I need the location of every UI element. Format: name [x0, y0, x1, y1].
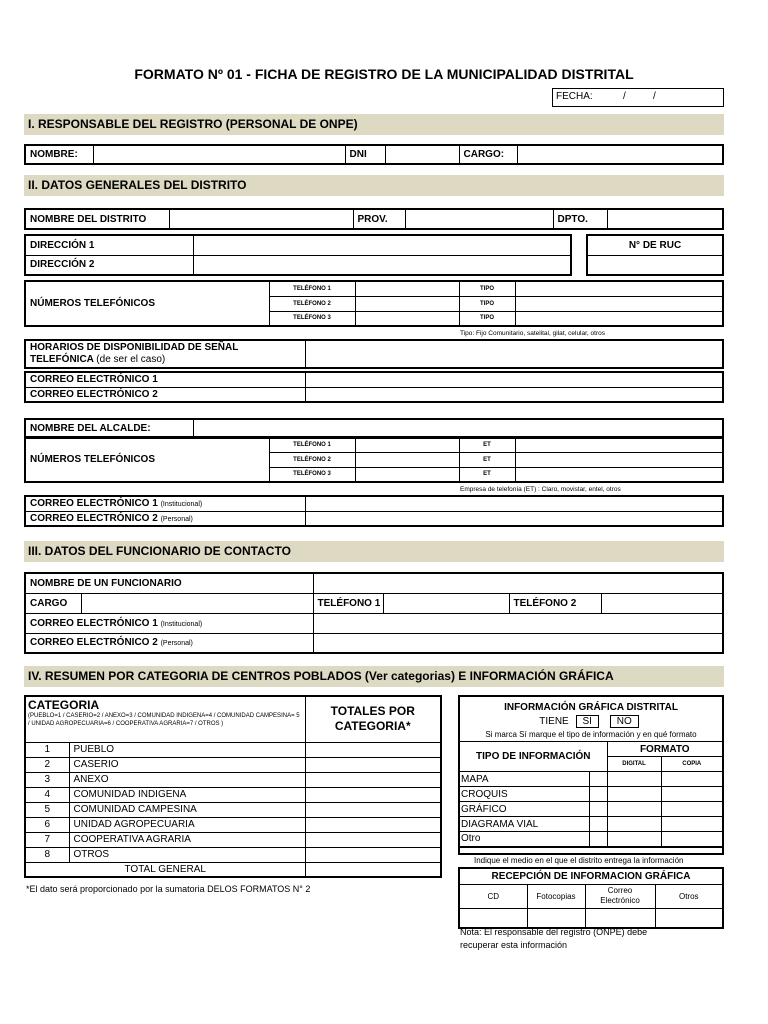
institucional-note: (Institucional) [160, 620, 203, 628]
telefono-3-input[interactable] [355, 311, 459, 326]
et-label: ET [459, 437, 515, 452]
funcionario-tel-1-input[interactable] [383, 593, 509, 613]
ruc-table [586, 234, 724, 276]
dni-input[interactable] [385, 145, 459, 164]
section-3-heading: III. DATOS DEL FUNCIONARIO DE CONTACTO [24, 541, 724, 562]
nombre-input[interactable] [93, 145, 345, 164]
correo-1-text: CORREO ELECTRÓNICO 1 [30, 498, 158, 510]
horarios-input[interactable] [305, 340, 723, 368]
ruc-input[interactable] [587, 255, 723, 275]
categoria-label: CATEGORIA [28, 698, 100, 712]
tipo-note: Tipo: Fijo Comunitario, satelital, gilat, celular, otros [460, 330, 605, 337]
digital-input[interactable] [607, 787, 661, 802]
categoria-table [24, 695, 442, 878]
institucional-note: (Institucional) [160, 501, 203, 509]
info-grafica-title: INFORMACIÓN GRÁFICA DISTRITAL [504, 702, 678, 713]
copia-input[interactable] [661, 787, 723, 802]
direccion-1-label: DIRECCIÓN 1 [25, 235, 193, 255]
telefono-2-input[interactable] [355, 296, 459, 311]
tipo-info-check[interactable] [589, 802, 607, 817]
table-row [459, 832, 723, 847]
prov-label: PROV. [353, 209, 405, 229]
totales-line1: TOTALES POR [330, 704, 415, 719]
telefonos-distrito-table [24, 280, 724, 327]
funcionario-table [24, 572, 724, 654]
funcionario-tel-1-label: TELÉFONO 1 [313, 593, 383, 613]
categoria-name: ANEXO [69, 772, 305, 787]
digital-input[interactable] [607, 772, 661, 787]
tipo-label: TIPO [459, 296, 515, 311]
telefono-3-label: TELÉFONO 3 [269, 311, 355, 326]
et-note: Empresa de telefonía (ET) : Claro, movistar, entel, otros [460, 486, 621, 493]
correo-label-line2: Electrónico [600, 896, 640, 905]
tipo-info-check[interactable] [589, 772, 607, 787]
correo-label-line1: Correo [607, 886, 633, 895]
categoria-number: 6 [25, 817, 69, 832]
alcalde-correo-2-label [25, 511, 305, 526]
telefono-1-input[interactable] [355, 281, 459, 296]
correo-2-label: CORREO ELECTRÓNICO 2 [25, 387, 305, 402]
categoria-footnote: *El dato será proporcionado por la sumatoria DELOS FORMATOS N° 2 [26, 884, 311, 894]
funcionario-correo-1-input[interactable] [313, 613, 723, 633]
direccion-2-label: DIRECCIÓN 2 [25, 255, 193, 275]
correo-2-text: CORREO ELECTRÓNICO 2 [30, 512, 158, 524]
tipo-info-name: Otro [459, 832, 589, 847]
categoria-description: (PUEBLO=1 / CASERIO=2 / ANEXO=3 / COMUNIDAD INDIGENA=4 / COMUNIDAD CAMPESINA= 5 / UNIDAD AGROPECUARIA=6 / COOPERATIVA AGRARIA=7 / OTROS ) [28, 713, 300, 727]
nota-line1: Nota: El responsable del registro (ONPE) debe [460, 927, 648, 937]
tiene-row [460, 715, 722, 728]
funcionario-cargo-label: CARGO [25, 593, 81, 613]
cd-input[interactable] [459, 908, 527, 928]
cargo-input[interactable] [517, 145, 723, 164]
si-marca-note: Si marca Sí marque el tipo de información y en qué formato [485, 730, 697, 739]
recepcion-table [458, 867, 724, 929]
digital-input[interactable] [607, 817, 661, 832]
categoria-name: COMUNIDAD CAMPESINA [69, 802, 305, 817]
totales-header [305, 696, 441, 742]
categoria-total-input[interactable] [305, 757, 441, 772]
numeros-telefonicos-alcalde-label: NÚMEROS TELEFÓNICOS [25, 437, 269, 482]
table-row [25, 772, 441, 787]
alcalde-telefono-2-input[interactable] [355, 452, 459, 467]
table-row [25, 742, 441, 757]
copia-input[interactable] [661, 832, 723, 847]
categoria-total-input[interactable] [305, 742, 441, 757]
telefono-2-label: TELÉFONO 2 [269, 296, 355, 311]
funcionario-nombre-input[interactable] [313, 573, 723, 593]
tipo-info-table [458, 741, 724, 848]
dni-label: DNI [345, 145, 385, 164]
otros-label: Otros [655, 884, 723, 908]
fotocopias-input[interactable] [527, 908, 585, 928]
page-title: FORMATO Nº 01 - FICHA DE REGISTRO DE LA MUNICIPALIDAD DISTRITAL [134, 66, 634, 82]
categoria-number: 4 [25, 787, 69, 802]
fecha-field[interactable] [552, 88, 724, 107]
telefono-1-label: TELÉFONO 1 [269, 281, 355, 296]
categoria-number: 3 [25, 772, 69, 787]
no-checkbox[interactable]: NO [610, 715, 639, 728]
ruc-label: N° DE RUC [587, 235, 723, 255]
categoria-name: OTROS [69, 847, 305, 862]
categoria-total-input[interactable] [305, 832, 441, 847]
alcalde-correo-1-input[interactable] [305, 496, 723, 511]
table-row [459, 787, 723, 802]
totales-line2: CATEGORIA* [334, 719, 411, 734]
tiene-label: TIENE [539, 716, 569, 727]
alcalde-telefono-1-input[interactable] [355, 437, 459, 452]
copia-header: COPIA [661, 757, 723, 772]
alcalde-et-3-input[interactable] [515, 467, 723, 482]
tipo-2-input[interactable] [515, 296, 723, 311]
formato-header: FORMATO [607, 742, 723, 757]
alcalde-et-2-input[interactable] [515, 452, 723, 467]
funcionario-correo-2-label [25, 633, 313, 653]
telefono-3-label: TELÉFONO 3 [269, 467, 355, 482]
categoria-total-input[interactable] [305, 787, 441, 802]
otros-input[interactable] [655, 908, 723, 928]
funcionario-cargo-input[interactable] [81, 593, 313, 613]
digital-input[interactable] [607, 832, 661, 847]
fecha-sep: / [623, 91, 626, 102]
table-row [459, 817, 723, 832]
digital-input[interactable] [607, 802, 661, 817]
tipo-info-name: MAPA [459, 772, 589, 787]
nota [460, 926, 647, 952]
nombre-distrito-input[interactable] [169, 209, 353, 229]
alcalde-correo-2-input[interactable] [305, 511, 723, 526]
categoria-total-input[interactable] [305, 847, 441, 862]
total-general-label: TOTAL GENERAL [25, 862, 305, 877]
copia-input[interactable] [661, 817, 723, 832]
correo-2-input[interactable] [305, 387, 723, 402]
categoria-total-input[interactable] [305, 802, 441, 817]
categoria-total-input[interactable] [305, 772, 441, 787]
section-4-heading: IV. RESUMEN POR CATEGORIA DE CENTROS POBLADOS (Ver categorias) E INFORMACIÓN GRÁFICA [24, 666, 724, 687]
funcionario-tel-2-input[interactable] [601, 593, 723, 613]
section-2-heading: II. DATOS GENERALES DEL DISTRITO [24, 175, 724, 196]
si-checkbox[interactable]: SI [576, 715, 599, 728]
funcionario-tel-2-label: TELÉFONO 2 [509, 593, 601, 613]
tipo-1-input[interactable] [515, 281, 723, 296]
tipo-info-name: CROQUIS [459, 787, 589, 802]
categoria-number: 7 [25, 832, 69, 847]
correo-2-text: CORREO ELECTRÓNICO 2 [30, 637, 158, 649]
dpto-input[interactable] [607, 209, 723, 229]
horarios-label-note: (de ser el caso) [96, 354, 166, 365]
personal-note: (Personal) [160, 640, 193, 648]
prov-input[interactable] [405, 209, 553, 229]
horarios-table [24, 339, 724, 369]
table-row [25, 817, 441, 832]
nombre-distrito-label: NOMBRE DEL DISTRITO [25, 209, 169, 229]
numeros-telefonicos-label: NÚMEROS TELEFÓNICOS [25, 281, 269, 326]
categoria-number: 5 [25, 802, 69, 817]
fecha-sep: / [653, 91, 656, 102]
alcalde-et-1-input[interactable] [515, 437, 723, 452]
digital-header: DIGITAL [607, 757, 661, 772]
correo-1-text: CORREO ELECTRÓNICO 1 [30, 617, 158, 629]
categoria-name: COOPERATIVA AGRARIA [69, 832, 305, 847]
cargo-label: CARGO: [459, 145, 517, 164]
fecha-label: FECHA: [556, 91, 593, 102]
tipo-label: TIPO [459, 281, 515, 296]
correo-alcalde-table [24, 495, 724, 527]
funcionario-correo-1-label [25, 613, 313, 633]
categoria-number: 1 [25, 742, 69, 757]
categoria-number: 2 [25, 757, 69, 772]
tipo-info-check[interactable] [589, 832, 607, 847]
tipo-info-name: GRÁFICO [459, 802, 589, 817]
table-row [459, 772, 723, 787]
direccion-2-input[interactable] [193, 255, 571, 275]
section-1-heading: I. RESPONSABLE DEL REGISTRO (PERSONAL DE ONPE) [24, 114, 724, 135]
distrito-table [24, 208, 724, 230]
responsable-table [24, 144, 724, 165]
horarios-label-line2: TELEFÓNICA [30, 354, 94, 365]
categoria-total-input[interactable] [305, 817, 441, 832]
table-row [25, 757, 441, 772]
categoria-header [25, 696, 305, 742]
tipo-3-input[interactable] [515, 311, 723, 326]
correo-electronico-label [585, 884, 655, 908]
categoria-name: CASERIO [69, 757, 305, 772]
correo-input[interactable] [585, 908, 655, 928]
horarios-label [25, 340, 305, 368]
alcalde-correo-1-label [25, 496, 305, 511]
table-row [25, 802, 441, 817]
table-row [25, 847, 441, 862]
fotocopias-label: Fotocopias [527, 884, 585, 908]
categoria-number: 8 [25, 847, 69, 862]
funcionario-correo-2-input[interactable] [313, 633, 723, 653]
nota-line2: recuperar esta información [460, 940, 568, 950]
correo-1-input[interactable] [305, 372, 723, 387]
total-general-input[interactable] [305, 862, 441, 877]
copia-input[interactable] [661, 802, 723, 817]
table-row [25, 787, 441, 802]
recepcion-header: RECEPCIÓN DE INFORMACION GRÁFICA [459, 868, 723, 884]
categoria-name: PUEBLO [69, 742, 305, 757]
alcalde-telefono-3-input[interactable] [355, 467, 459, 482]
tipo-info-name: DIAGRAMA VIAL [459, 817, 589, 832]
indique-note: Indique el medio en el que el distrito entrega la información [474, 856, 684, 865]
direccion-1-input[interactable] [193, 235, 571, 255]
nombre-label: NOMBRE: [25, 145, 93, 164]
et-label: ET [459, 467, 515, 482]
tipo-info-header: TIPO DE INFORMACIÓN [459, 742, 607, 772]
table-row [459, 802, 723, 817]
et-label: ET [459, 452, 515, 467]
correo-distrito-table [24, 371, 724, 403]
categoria-name: COMUNIDAD INDIGENA [69, 787, 305, 802]
tipo-label: TIPO [459, 311, 515, 326]
telefono-2-label: TELÉFONO 2 [269, 452, 355, 467]
cd-label: CD [459, 884, 527, 908]
tipo-info-check[interactable] [589, 817, 607, 832]
dpto-label: DPTO. [553, 209, 607, 229]
telefono-1-label: TELÉFONO 1 [269, 437, 355, 452]
personal-note: (Personal) [160, 515, 193, 523]
funcionario-nombre-label: NOMBRE DE UN FUNCIONARIO [25, 573, 313, 593]
table-row [25, 832, 441, 847]
copia-input[interactable] [661, 772, 723, 787]
direccion-table [24, 234, 572, 276]
categoria-name: UNIDAD AGROPECUARIA [69, 817, 305, 832]
tipo-info-check[interactable] [589, 787, 607, 802]
correo-1-label: CORREO ELECTRÓNICO 1 [25, 372, 305, 387]
alcalde-label: NOMBRE DEL ALCALDE: [25, 419, 193, 438]
telefonos-alcalde-table [24, 436, 724, 483]
horarios-label-line1: HORARIOS DE DISPONIBILIDAD DE SEÑAL [30, 342, 239, 353]
